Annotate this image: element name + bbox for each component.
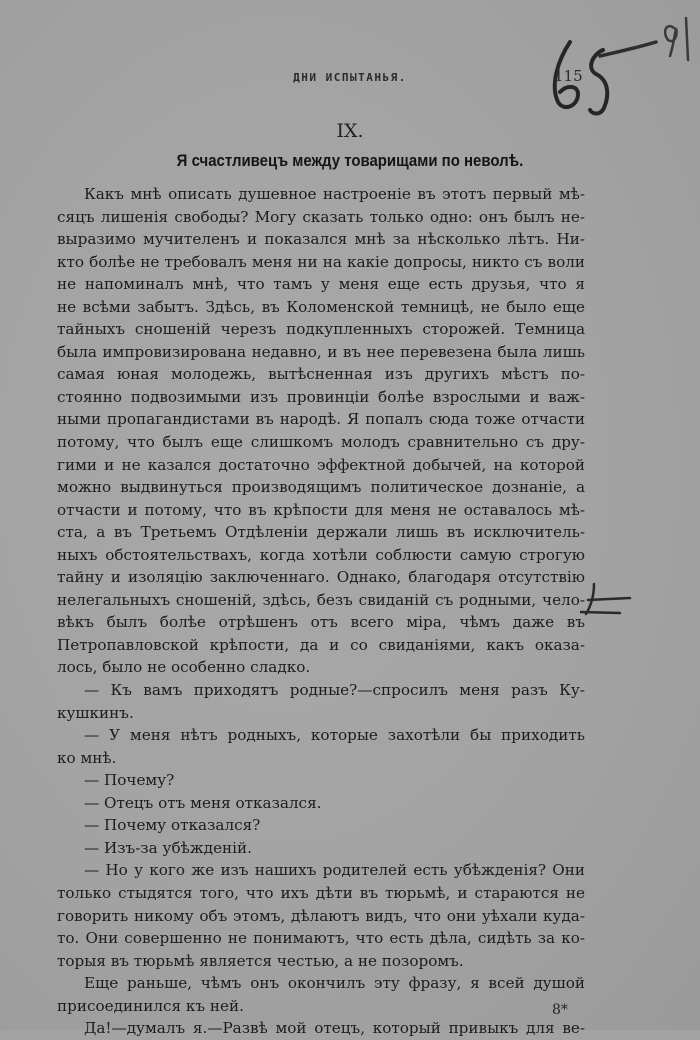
text-line: ными пропагандистами въ народѣ. Я попалъ сюда тоже отчасти: [57, 410, 585, 429]
text-line: вѣкъ былъ болѣе отрѣшенъ отъ всего міра, чѣмъ даже въ: [57, 613, 585, 632]
chapter-number: IX.: [336, 120, 364, 142]
body-text: [57, 183, 585, 1040]
text-line: торыя въ тюрьмѣ является честью, а не позоромъ.: [57, 951, 464, 970]
text-line: не всѣми забытъ. Здѣсь, въ Коломенской темницѣ, не было еще: [57, 297, 585, 316]
text-line: была импровизирована недавно, и въ нее перевезена была лишь: [57, 342, 585, 361]
text-line: — Къ вамъ приходятъ родные?—спросилъ меня разъ Ку-: [84, 681, 585, 700]
text-line: отчасти и потому, что въ крѣпости для меня не оставалось мѣ-: [57, 500, 585, 519]
page-number: 115: [554, 67, 583, 85]
chapter-title: Я счастливецъ между товарищами по неволѣ.: [176, 151, 524, 170]
text-line: Да!—думалъ я.—Развѣ мой отецъ, который привыкъ для ве-: [84, 1019, 585, 1038]
text-line: выразимо мучителенъ и показался мнѣ за нѣсколько лѣтъ. Ни-: [57, 230, 585, 249]
text-line: кто болѣе не требовалъ меня ни на какіе допросы, никто съ воли: [57, 252, 585, 271]
text-line: Еще раньше, чѣмъ онъ окончилъ эту фразу, я всей душой: [84, 974, 585, 993]
running-head: ДНИ ИСПЫТАНЬЯ.: [293, 71, 407, 84]
text-line: не напоминалъ мнѣ, что тамъ у меня еще есть друзья, что я: [57, 275, 585, 294]
text-line: самая юная молодежь, вытѣсненная изъ другихъ мѣстъ по-: [57, 365, 585, 384]
text-line: Какъ мнѣ описать душевное настроеніе въ этотъ первый мѣ-: [84, 185, 585, 203]
text-line: Петропавловской крѣпости, да и со свиданіями, какъ оказа-: [57, 635, 585, 654]
text-line: лось, было не особенно сладко.: [57, 658, 311, 677]
text-line: тайныхъ сношеній черезъ подкупленныхъ сторожей. Темница: [57, 320, 585, 339]
text-line: — Отецъ отъ меня отказался.: [84, 793, 322, 812]
text-line: тайну и изоляцію заключеннаго. Однако, благодаря отсутствію: [57, 568, 585, 587]
text-line: стоянно подвозимыми изъ провинціи болѣе взрослыми и важ-: [57, 387, 585, 406]
signature-mark: 8*: [552, 1002, 568, 1018]
text-line: нелегальныхъ сношеній, здѣсь, безъ свиданій съ родными, чело-: [57, 590, 585, 609]
text-line: — Но у кого же изъ нашихъ родителей есть убѣжденія? Они: [84, 861, 585, 880]
text-line: — Почему отказался?: [84, 816, 261, 835]
text-line: говорить никому объ этомъ, дѣлаютъ видъ, что они уѣхали куда-: [57, 906, 585, 925]
text-line: потому, что былъ еще слишкомъ молодъ сравнительно съ дру-: [57, 433, 585, 452]
handwritten-corner-91: [660, 10, 700, 65]
text-line: — Изъ-за убѣжденій.: [84, 838, 252, 857]
text-line: сяцъ лишенія свободы? Могу сказать только одно: онъ былъ не-: [57, 207, 585, 226]
text-line: ста, а въ Третьемъ Отдѣленіи держали лишь въ исключитель-: [57, 523, 585, 542]
text-line: ко мнѣ.: [57, 748, 117, 767]
margin-pencil-mark: [580, 580, 640, 625]
text-line: присоединился къ ней.: [57, 996, 244, 1015]
text-line: кушкинъ.: [57, 703, 134, 722]
text-line: гими и не казался достаточно эффектной добычей, на которой: [57, 455, 585, 474]
text-line: — Почему?: [84, 771, 175, 790]
text-line: — У меня нѣтъ родныхъ, которые захотѣли бы приходить: [84, 726, 585, 745]
text-line: только стыдятся того, что ихъ дѣти въ тюрьмѣ, и стараются не: [57, 883, 585, 902]
text-line: можно выдвинуться производящимъ политическое дознаніе, а: [57, 478, 585, 497]
text-line: ныхъ обстоятельствахъ, когда хотѣли соблюсти самую строгую: [57, 545, 585, 564]
text-line: то. Они совершенно не понимаютъ, что есть дѣла, сидѣть за ко-: [57, 929, 585, 948]
